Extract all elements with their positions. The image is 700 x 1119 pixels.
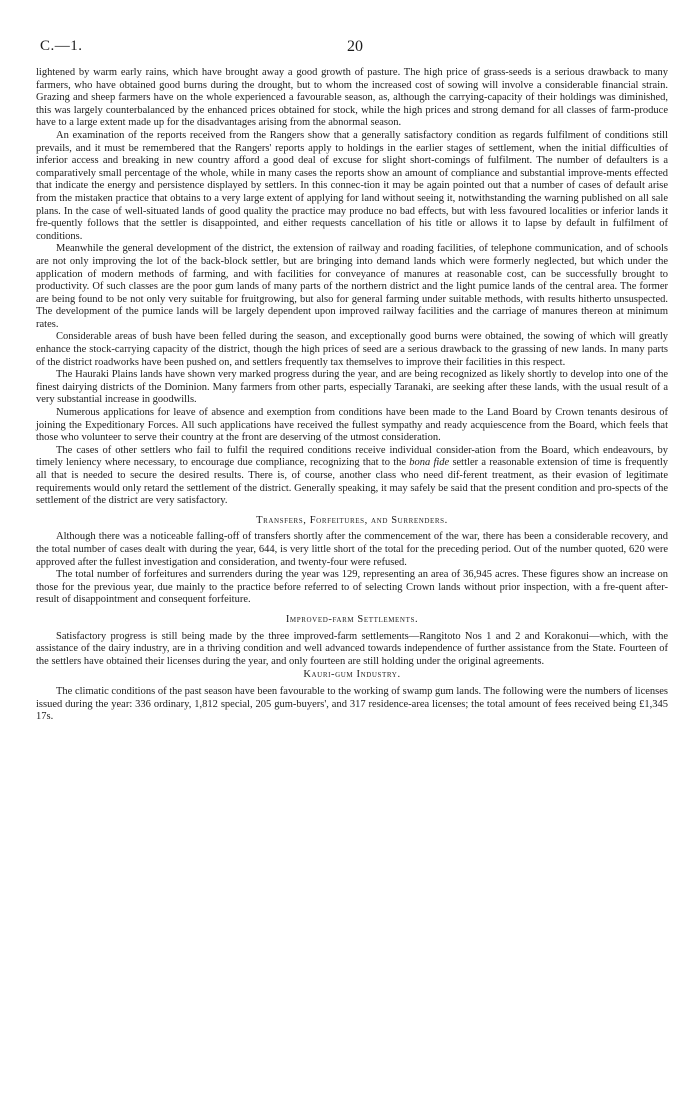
section-heading-kauri-gum: Kauri-gum Industry. xyxy=(303,669,401,681)
paragraph-hauraki-plains: The Hauraki Plains lands have shown very marked progress during the year, and are being recognized as likely shortly to develop into one of the finest dairying districts of the Dominion. Many farmers from other parts, especially Taranaki, are seeking after these lands, with the usual result of a very substantial increase in goodwills. xyxy=(36,369,668,406)
paragraph-kauri-gum: The climatic conditions of the past season have been favourable to the working of swamp gum lands. The following were the numbers of licenses issued during the year: 336 ordinary, 1,812 special, 205 gum-buyers', and 317 residence-area licenses; the total amount of fees received being £1,345 17s. xyxy=(36,685,668,723)
paragraph-other-settlers-part2: settler a reasonable extension of time is frequently all that is needed to secure the desired results. There is, of course, another class who need dif-ferent treatment, as their evasion of legitimate requirements would only retard the settlement of the district. Generally speaking, it may safely be said that the present condition and pro-spects of the settlement of the district are very satisfactory. xyxy=(36,457,668,507)
section-heading-improved-farm: Improved-farm Settlements. xyxy=(285,613,419,625)
paragraph-bush-felling: Considerable areas of bush have been felled during the season, and exceptionally good burns were obtained, the sowing of which will greatly enhance the stock-carrying capacity of the district, though the high prices of seed are a serious drawback to the grassing of new lands. In many parts of the district roadworks have been pushed on, and settlers frequently tax themselves to improve their facilities in this respect. xyxy=(36,331,668,368)
paragraph-other-settlers xyxy=(36,445,668,508)
section-heading-transfers: Transfers, Forfeitures, and Surrenders. xyxy=(256,514,448,526)
paragraph-rangers-reports: An examination of the reports received from the Rangers show that a generally satisfactory condition as regards fulfilment of conditions still prevails, and it must be remembered that the Rangers' reports apply to holdings in the earlier stages of settlement, when the initial difficulties of inferior access and breaking in new country afford a good deal of excuse for slight short-comings of fulfilment. The number of defaulters is a comparatively small percentage of the whole, while in many cases the reports show an amount of compliance and substantial improve-ments effected that indicate the energy and persistence displayed by settlers. In this connec-tion it may be again pointed out that a number of cases of default arise from the mistaken practice that obtains to a very large extent of applying for land without seeing it, notwithstanding the warning published on all sale plans. In the case of well-situated lands of good quality the practice may produce no bad effects, but with less favoured localities or inferior lands it fre-quently follows that the settler is disappointed, and either requests cancellation of his title or allows it to lapse by default in fulfilment of conditions. xyxy=(36,129,668,242)
document-body xyxy=(36,67,668,724)
paragraph-other-settlers-part1: The cases of other settlers who fail to fulfil the required conditions receive individual consider-ation from the Board, which endeavours, by timely leniency where necessary, to encourage due compliance, recognizing that to the xyxy=(36,444,668,469)
document-reference: C.—1. xyxy=(40,38,83,54)
paragraph-pasture-continuation: lightened by warm early rains, which have brought away a good growth of pasture. The high price of grass-seeds is a serious drawback to many farmers, who have obtained good burns during the drought, but to whom the increased cost of sowing will involve a considerable financial strain. Grazing and sheep farmers have on the whole experienced a favourable season, as, although the carrying-capacity of their holdings was diminished, this was largely counterbalanced by the enhanced prices obtained for stock, while the high prices and strong demand for all classes of farm-produce have to a large extent made up for the disadvantages arising from the abnormal season. xyxy=(36,67,668,129)
paragraph-expeditionary-forces: Numerous applications for leave of absence and exemption from conditions have been made to the Land Board by Crown tenants desirous of joining the Expeditionary Forces. All such applications have received the fullest sympathy and ready acquiescence from the Board, which feels that those who volunteer to serve their country at the front are deserving of the utmost consideration. xyxy=(36,407,668,444)
page-number: 20 xyxy=(347,38,363,55)
paragraph-district-development: Meanwhile the general development of the district, the extension of railway and roading facilities, of telephone communication, and of schools are not only improving the lot of the back-block settler, but are bringing into demand lands which were formerly neglected, but which under the application of modern methods of farming, and with facilities for conveyance of manures at reasonable cost, can be successfully brought to productivity. Of such classes are the poor gum lands of many parts of the northern district and the light pumice lands of the central area. The former are being found to be not only very suitable for fruitgrowing, but also for general farming under suitable methods, with results hitherto unsuspected. The development of the pumice lands will be largely dependent upon improved railway facilities and the carriage of manures thereon at minimum rates. xyxy=(36,243,668,330)
paragraph-improved-farm: Satisfactory progress is still being made by the three improved-farm settlements—Rangitoto Nos 1 and 2 and Korakonui—which, with the assistance of the dairy industry, are in a thriving condition and well advanced towards independence of further assistance from the State. Fourteen of the settlers have obtained their licenses during the year, and only fourteen are still holding under the original agreements. xyxy=(36,630,668,667)
paragraph-transfers: Although there was a noticeable falling-off of transfers shortly after the commencement of the war, there has been a considerable recovery, and the total number of cases dealt with during the year, 644, is very little short of the total for the preceding period. Out of the number quoted, 620 were approved after the fullest investigation and consideration, and twenty-four were refused. xyxy=(36,531,668,568)
bona-fide-italic: bona fide xyxy=(409,457,450,469)
page-header xyxy=(40,38,670,58)
paragraph-forfeitures: The total number of forfeitures and surrenders during the year was 129, representing an area of 36,945 acres. These figures show an increase on those for the previous year, due mainly to the practice before referred to of selecting Crown lands without prior inspection, with a fre-quent after-result of disappointment and consequent forfeiture. xyxy=(36,569,668,606)
